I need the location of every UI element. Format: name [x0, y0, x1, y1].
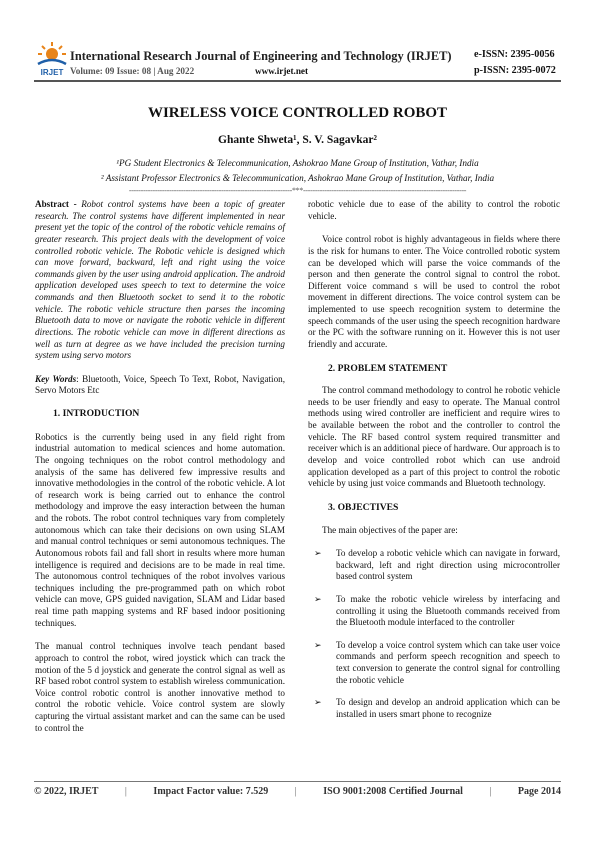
section-heading-objectives: 3. OBJECTIVES: [328, 501, 399, 513]
affiliation-1: ¹PG Student Electronics & Telecommunication, Ashokrao Mane Group of Institution, Vathar, India: [116, 158, 479, 168]
arrow-bullet-icon: ➢: [314, 593, 322, 604]
e-issn: e-ISSN: 2395-0056: [474, 49, 555, 60]
abstract: [35, 199, 285, 362]
left-column: [35, 199, 285, 734]
list-item: ➢ To design and develop an android application which can be installed in users smart phone to recognize: [308, 697, 560, 720]
list-item: ➢ To make the robotic vehicle wireless by interfacing and controlling it using the Bluetooth commands received from the Bluetooth module interfaced to the controller: [308, 594, 560, 629]
paragraph: The main objectives of the paper are:: [322, 525, 458, 536]
paragraph: Robotics is the currently being used in any field right from industrial automation to medical sciences and home automation. The ongoing techniques on the robot control methodology and analysis of the same has delivered few impressive results and innovative methodologies in the control of the robotic vehicle. A lot of research work is being carried out to enhance the control methodology and improve the easy interaction between the human and the robots. The robot control techniques vary from completely autonomous which can take their decisions on own using SLAM and manual control techniques or semi autonomous techniques. The Autonomous robots fail and fall short in results where more human intelligence is required and decisions are to be made in real time. The autonomous control techniques of the robot involves various techniques including the pre-programmed path on which robot vehicle can move, GPS guided navigation, SLAM and Lidar based real time path mapping systems and RF based indoor positioning techniques.: [35, 431, 285, 628]
page-number: Page 2014: [517, 786, 561, 797]
header-divider: [34, 80, 561, 82]
keywords-label: Key Words: [35, 373, 77, 384]
arrow-bullet-icon: ➢: [314, 548, 322, 558]
footer-separator: |: [489, 786, 492, 797]
section-heading-introduction: 1. INTRODUCTION: [53, 408, 140, 419]
logo-text: IRJET: [40, 68, 64, 77]
abstract-text: Robot control systems have been a topic of greater research. The control systems have different implemented in near present yet the topic of the control of the robotic vehicle remains of greater research. This project deals with the development of voice controlled robotic vehicle. The Robotic vehicle is designed which can move forward, backward, left and right using the voice commands given by the user using android application. The android application developed uses speech to text to determine the voice commands and then Bluetooth socket to send it to the robotic vehicle. The robotic vehicle structure then parses the incoming Bluetooth data to move or navigate the robotic vehicle in different directions. The robotic vehicle can move in different directions as well as turn at degree as we have included the precision turning system using servo motors: [35, 199, 285, 361]
copyright: © 2022, IRJET: [34, 786, 99, 797]
volume-issue: Volume: 09 Issue: 08 | Aug 2022: [70, 66, 195, 76]
paper-title: WIRELESS VOICE CONTROLLED ROBOT: [147, 105, 448, 121]
footer-divider: [34, 781, 561, 782]
footer-separator: |: [294, 786, 297, 797]
paragraph: The manual control techniques involve teach pendant based approach to control the robot, wired joystick which can track the motion of the 5 d joystick and generate the control signal as well as RF based robot control system to establish wireless communication. Voice control robotic control is another innovative method to control the robotic vehicle. Voice control system are slowly capturing the virtual assistant market and can the same can be used to control the: [35, 641, 285, 733]
iso-certification: ISO 9001:2008 Certified Journal: [323, 786, 463, 797]
paragraph: robotic vehicle due to ease of the ability to control the robotic vehicle.: [308, 199, 560, 221]
list-item: ➢ To develop a voice control system which can take user voice commands and perform speech recognition and speech to text conversion to generate the control signal for controlling the robotic vehicle: [308, 640, 560, 687]
authors: Ghante Shweta¹, S. V. Sagavkar²: [218, 134, 377, 146]
list-item: ➢ To develop a robotic vehicle which can navigate in forward, backward, left and right direction using microcontroller based control system: [308, 548, 560, 583]
journal-website[interactable]: www.irjet.net: [255, 66, 309, 76]
section-heading-problem-statement: 2. PROBLEM STATEMENT: [328, 362, 448, 374]
keywords-text: : Bluetooth, Voice, Speech To Text, Robot, Navigation, Servo Motors Etc: [35, 373, 285, 396]
arrow-bullet-icon: ➢: [314, 639, 322, 650]
paragraph: The control command methodology to control he robotic vehicle needs to be user friendly and easy to operate. The Manual control methods using wired controller are inefficient and require wires to be available between the robot and the controller to control the vehicle. The RF based control system required transmitter and receiver which is an additional piece of hardware. Our approach is to develop and voice controlled robot which can use android application developed as a part of this project to control the robotic vehicle by using just voice commands and Bluetooth technology.: [308, 385, 560, 489]
arrow-bullet-icon: ➢: [314, 697, 322, 708]
irjet-logo: [34, 40, 70, 78]
footer: [34, 786, 561, 797]
right-column: [308, 199, 560, 721]
paragraph: Voice control robot is highly advantageous in fields where there is the risk for humans to enter. The Voice controlled robotic system can be developed which will parse the voice commands of the person and then generate the control signal to control the robot. Different voice command s will be used to control the robot movement in different directions. The voice control system can be implemented to use speech recognition system to determine the speech commands of the user using the speech recognition hardware or the PC with the software running on it. However this is not user friendly and accurate.: [308, 234, 560, 349]
keywords: [35, 374, 285, 397]
footer-separator: |: [124, 786, 127, 797]
affiliation-2: ² Assistant Professor Electronics & Telecommunication, Ashokrao Mane Group of Institution, Vathar, India: [100, 173, 495, 183]
p-issn: p-ISSN: 2395-0072: [474, 65, 556, 76]
abstract-label: Abstract -: [35, 199, 77, 209]
impact-factor: Impact Factor value: 7.529: [153, 786, 269, 797]
journal-title: International Research Journal of Engineering and Technology (IRJET): [70, 49, 452, 63]
separator-line: ---------------------------------------------------------------------***---------------------------------------------------------------------: [128, 186, 467, 195]
